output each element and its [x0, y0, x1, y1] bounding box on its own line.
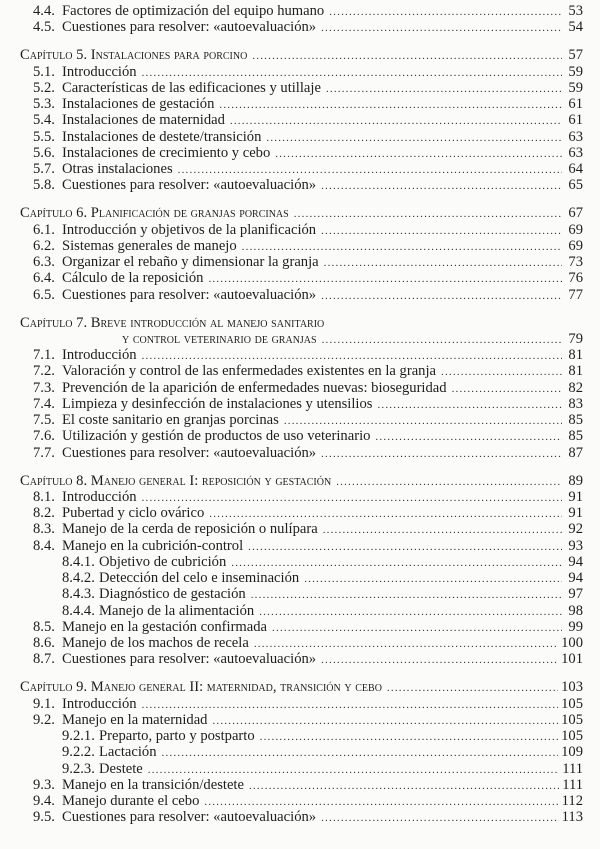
- dot-leader: [321, 178, 562, 194]
- section-number: 8.3.: [33, 521, 55, 538]
- dot-leader: [208, 271, 562, 287]
- section-entry[interactable]: [0, 129, 600, 145]
- dot-leader: [162, 745, 559, 761]
- chapter-title: Capítulo 9. Manejo general II: maternidad, transición y cebo: [20, 679, 382, 696]
- section-entry[interactable]: [0, 521, 600, 537]
- section-title: Manejo en la transición/destete: [62, 776, 244, 793]
- page-number: 59: [568, 63, 583, 80]
- section-number: 8.5.: [33, 618, 55, 635]
- subsection-entry[interactable]: [0, 761, 600, 777]
- page-number: 85: [568, 428, 583, 445]
- dot-leader: [284, 413, 562, 429]
- dot-leader: [251, 587, 562, 603]
- section-number: 6.2.: [33, 237, 55, 254]
- section-title: Introducción: [62, 347, 137, 364]
- section-entry[interactable]: [0, 287, 600, 303]
- section-entry[interactable]: [0, 445, 600, 461]
- page-number: 94: [568, 570, 583, 587]
- section-entry[interactable]: [0, 112, 600, 128]
- section-entry[interactable]: [0, 96, 600, 112]
- page-number: 83: [568, 395, 583, 412]
- page-number: 112: [561, 793, 583, 810]
- section-number: 5.1.: [33, 63, 55, 80]
- section-entry[interactable]: [0, 696, 600, 712]
- section-entry[interactable]: [0, 809, 600, 825]
- page-number: 113: [561, 809, 583, 826]
- chapter-title: Capítulo 5. Instalaciones para porcino: [20, 47, 248, 64]
- chapter-heading[interactable]: [0, 679, 600, 695]
- page-number: 103: [561, 679, 583, 696]
- page-number: 63: [568, 128, 583, 145]
- section-number: 9.1.: [33, 695, 55, 712]
- section-title: Instalaciones de maternidad: [62, 112, 225, 129]
- section-title: Introducción: [62, 488, 137, 505]
- page-number: 109: [561, 744, 583, 761]
- section-number: 8.1.: [33, 488, 55, 505]
- section-title: Cuestiones para resolver: «autoevaluación»: [62, 651, 317, 668]
- dot-leader: [321, 20, 562, 36]
- dot-leader: [321, 223, 562, 239]
- page-number: 79: [568, 330, 583, 347]
- section-entry[interactable]: [0, 651, 600, 667]
- dot-leader: [336, 474, 562, 490]
- page-number: 63: [568, 144, 583, 161]
- page-number: 64: [568, 161, 583, 178]
- section-number: 9.3.: [33, 776, 55, 793]
- dot-leader: [212, 713, 558, 729]
- subsection-entry[interactable]: [0, 744, 600, 760]
- section-entry[interactable]: [0, 793, 600, 809]
- dot-leader: [209, 506, 562, 522]
- dot-leader: [266, 130, 562, 146]
- section-number: 7.5.: [33, 412, 55, 429]
- chapter-title: y control veterinario de granjas: [122, 330, 317, 347]
- section-entry[interactable]: [0, 3, 600, 19]
- page-number: 77: [568, 286, 583, 303]
- section-number: 9.2.2.: [62, 744, 95, 761]
- dot-leader: [254, 636, 558, 652]
- dot-leader: [321, 810, 559, 826]
- dot-leader: [230, 113, 562, 129]
- section-number: 4.4.: [33, 3, 55, 19]
- section-number: 7.7.: [33, 444, 55, 461]
- page-number: 76: [568, 270, 583, 287]
- section-title: Manejo en la cubrición-control: [62, 537, 244, 554]
- dot-leader: [204, 794, 558, 810]
- page-number: 97: [568, 586, 583, 603]
- page-number: 81: [568, 347, 583, 364]
- section-title: Limpieza y desinfección de instalaciones y utensilios: [62, 395, 373, 412]
- section-title: El coste sanitario en granjas porcinas: [62, 412, 279, 429]
- section-entry[interactable]: [0, 428, 600, 444]
- section-number: 6.1.: [33, 221, 55, 238]
- section-entry[interactable]: [0, 635, 600, 651]
- toc-group: [0, 3, 600, 36]
- section-title: Valoración y control de las enfermedades existentes en la granja: [62, 363, 437, 380]
- section-entry[interactable]: [0, 538, 600, 554]
- dot-leader: [321, 288, 562, 304]
- section-title: Introducción y objetivos de la planificación: [62, 221, 317, 238]
- section-title: Características de las edificaciones y utillaje: [62, 79, 321, 96]
- section-number: 4.5.: [33, 19, 55, 36]
- section-title: Sistemas generales de manejo: [62, 237, 237, 254]
- dot-leader: [323, 522, 562, 538]
- dot-leader: [324, 255, 562, 271]
- dot-leader: [326, 81, 562, 97]
- section-number: 7.3.: [33, 379, 55, 396]
- dot-leader: [242, 239, 562, 255]
- dot-leader: [252, 48, 562, 64]
- section-number: 5.2.: [33, 79, 55, 96]
- section-title: Cuestiones para resolver: «autoevaluación»: [62, 286, 317, 303]
- section-title: Instalaciones de destete/transición: [62, 128, 262, 145]
- dot-leader: [452, 381, 562, 397]
- section-title: Instalaciones de gestación: [62, 96, 215, 113]
- section-entry[interactable]: [0, 396, 600, 412]
- page-number: 105: [561, 728, 583, 745]
- dot-leader: [178, 162, 562, 178]
- chapter-heading[interactable]: [0, 315, 600, 331]
- page-number: 73: [568, 254, 583, 271]
- chapter-title: Capítulo 7. Breve introducción al manejo sanitario: [20, 314, 325, 331]
- section-number: 8.4.3.: [62, 586, 95, 603]
- page-number: 105: [561, 695, 583, 712]
- dot-leader: [375, 429, 562, 445]
- section-title: Introducción: [62, 63, 137, 80]
- page-number: 100: [561, 635, 583, 652]
- dot-leader: [272, 620, 562, 636]
- dot-leader: [148, 762, 559, 778]
- section-entry[interactable]: [0, 64, 600, 80]
- section-number: 6.3.: [33, 254, 55, 271]
- section-title: Detección del celo e inseminación: [99, 570, 300, 587]
- page-number: 59: [568, 79, 583, 96]
- section-number: 9.4.: [33, 793, 55, 810]
- section-entry[interactable]: [0, 19, 600, 35]
- section-title: Introducción: [62, 695, 137, 712]
- toc-group: [0, 315, 600, 461]
- toc-group: [0, 47, 600, 193]
- page-number: 101: [561, 651, 583, 668]
- section-title: Manejo de los machos de recela: [62, 635, 249, 652]
- page-number: 54: [568, 19, 583, 36]
- page-number: 85: [568, 412, 583, 429]
- subsection-entry[interactable]: [0, 603, 600, 619]
- section-title: Cálculo de la reposición: [62, 270, 204, 287]
- page-number: 81: [568, 363, 583, 380]
- section-entry[interactable]: [0, 270, 600, 286]
- dot-leader: [142, 490, 562, 506]
- section-number: 8.2.: [33, 505, 55, 522]
- section-entry[interactable]: [0, 254, 600, 270]
- page-number: 98: [568, 602, 583, 619]
- section-number: 5.5.: [33, 128, 55, 145]
- section-entry[interactable]: [0, 347, 600, 363]
- section-entry[interactable]: [0, 489, 600, 505]
- section-title: Manejo de la alimentación: [99, 602, 255, 619]
- section-number: 5.4.: [33, 112, 55, 129]
- section-number: 9.2.: [33, 711, 55, 728]
- section-title: Lactación: [99, 744, 157, 761]
- page-number: 57: [568, 47, 583, 64]
- subsection-entry[interactable]: [0, 554, 600, 570]
- section-entry[interactable]: [0, 712, 600, 728]
- page-number: 61: [568, 96, 583, 113]
- section-number: 7.4.: [33, 395, 55, 412]
- dot-leader: [304, 571, 562, 587]
- dot-leader: [259, 604, 562, 620]
- toc-group: [0, 679, 600, 825]
- section-number: 8.7.: [33, 651, 55, 668]
- section-title: Manejo en la maternidad: [62, 711, 208, 728]
- dot-leader: [248, 539, 562, 555]
- page-number: 91: [568, 488, 583, 505]
- page-number: 65: [568, 177, 583, 194]
- chapter-title: Capítulo 8. Manejo general I: reposición y gestación: [20, 472, 332, 489]
- section-title: Organizar el rebaño y dimensionar la granja: [62, 254, 319, 271]
- section-title: Destete: [99, 760, 143, 777]
- page-number: 93: [568, 537, 583, 554]
- dot-leader: [142, 65, 562, 81]
- section-title: Cuestiones para resolver: «autoevaluación»: [62, 809, 317, 826]
- section-title: Preparto, parto y postparto: [99, 728, 255, 745]
- dot-leader: [294, 206, 562, 222]
- section-number: 9.2.3.: [62, 760, 95, 777]
- dot-leader: [231, 555, 562, 571]
- dot-leader: [142, 348, 562, 364]
- section-number: 8.4.4.: [62, 602, 95, 619]
- subsection-entry[interactable]: [0, 728, 600, 744]
- section-entry[interactable]: [0, 145, 600, 161]
- page-number: 87: [568, 444, 583, 461]
- dot-leader: [321, 652, 558, 668]
- section-entry[interactable]: [0, 80, 600, 96]
- section-entry[interactable]: [0, 505, 600, 521]
- page-number: 82: [568, 379, 583, 396]
- dot-leader: [219, 97, 562, 113]
- section-title: Utilización y gestión de productos de uso veterinario: [62, 428, 371, 445]
- chapter-heading[interactable]: [0, 473, 600, 489]
- section-title: Cuestiones para resolver: «autoevaluación»: [62, 177, 317, 194]
- section-entry[interactable]: [0, 363, 600, 379]
- section-title: Manejo de la cerda de reposición o nulípara: [62, 521, 318, 538]
- page-number: 91: [568, 505, 583, 522]
- page-number: 69: [568, 237, 583, 254]
- section-number: 7.2.: [33, 363, 55, 380]
- toc-group: [0, 205, 600, 303]
- chapter-heading[interactable]: [0, 47, 600, 63]
- page-number: 92: [568, 521, 583, 538]
- section-number: 7.6.: [33, 428, 55, 445]
- section-number: 9.2.1.: [62, 728, 95, 745]
- section-title: Cuestiones para resolver: «autoevaluación»: [62, 444, 317, 461]
- dot-leader: [441, 364, 562, 380]
- section-entry[interactable]: [0, 161, 600, 177]
- section-number: 5.8.: [33, 177, 55, 194]
- chapter-heading[interactable]: [0, 205, 600, 221]
- section-title: Otras instalaciones: [62, 161, 173, 178]
- dot-leader: [377, 397, 562, 413]
- chapter-title: Capítulo 6. Planificación de granjas porcinas: [20, 205, 289, 222]
- table-of-contents: [0, 3, 600, 838]
- section-number: 6.5.: [33, 286, 55, 303]
- section-number: 5.3.: [33, 96, 55, 113]
- page-number: 61: [568, 112, 583, 129]
- section-entry[interactable]: [0, 177, 600, 193]
- page-number: 111: [562, 760, 583, 777]
- section-title: Instalaciones de crecimiento y cebo: [62, 144, 271, 161]
- chapter-heading[interactable]: [0, 331, 600, 347]
- section-entry[interactable]: [0, 238, 600, 254]
- section-entry[interactable]: [0, 777, 600, 793]
- dot-leader: [329, 4, 562, 20]
- section-title: Cuestiones para resolver: «autoevaluación»: [62, 19, 317, 36]
- section-number: 8.4.2.: [62, 570, 95, 587]
- section-number: 8.6.: [33, 635, 55, 652]
- section-entry[interactable]: [0, 222, 600, 238]
- section-title: Objetivo de cubrición: [99, 553, 227, 570]
- page-number: 53: [568, 3, 583, 19]
- dot-leader: [142, 697, 559, 713]
- section-entry[interactable]: [0, 412, 600, 428]
- page-number: 105: [561, 711, 583, 728]
- section-title: Manejo durante el cebo: [62, 793, 200, 810]
- section-number: 7.1.: [33, 347, 55, 364]
- section-title: Pubertad y ciclo ovárico: [62, 505, 205, 522]
- section-title: Factores de optimización del equipo humano: [62, 3, 325, 19]
- dot-leader: [275, 146, 562, 162]
- section-number: 6.4.: [33, 270, 55, 287]
- dot-leader: [321, 446, 562, 462]
- section-number: 5.7.: [33, 161, 55, 178]
- section-entry[interactable]: [0, 380, 600, 396]
- section-number: 5.6.: [33, 144, 55, 161]
- page-number: 94: [568, 553, 583, 570]
- section-entry[interactable]: [0, 619, 600, 635]
- section-title: Manejo en la gestación confirmada: [62, 618, 268, 635]
- section-title: Prevención de la aparición de enfermedades nuevas: bioseguridad: [62, 379, 447, 396]
- subsection-entry[interactable]: [0, 586, 600, 602]
- section-title: Diagnóstico de gestación: [99, 586, 246, 603]
- page-number: 89: [568, 472, 583, 489]
- dot-leader: [260, 729, 558, 745]
- subsection-entry[interactable]: [0, 570, 600, 586]
- section-number: 8.4.1.: [62, 553, 95, 570]
- page-number: 99: [568, 618, 583, 635]
- toc-group: [0, 473, 600, 668]
- dot-leader: [249, 778, 559, 794]
- page-number: 111: [562, 776, 583, 793]
- section-number: 8.4.: [33, 537, 55, 554]
- page-number: 67: [568, 205, 583, 222]
- page-number: 69: [568, 221, 583, 238]
- section-number: 9.5.: [33, 809, 55, 826]
- dot-leader: [322, 332, 562, 348]
- dot-leader: [387, 680, 558, 696]
